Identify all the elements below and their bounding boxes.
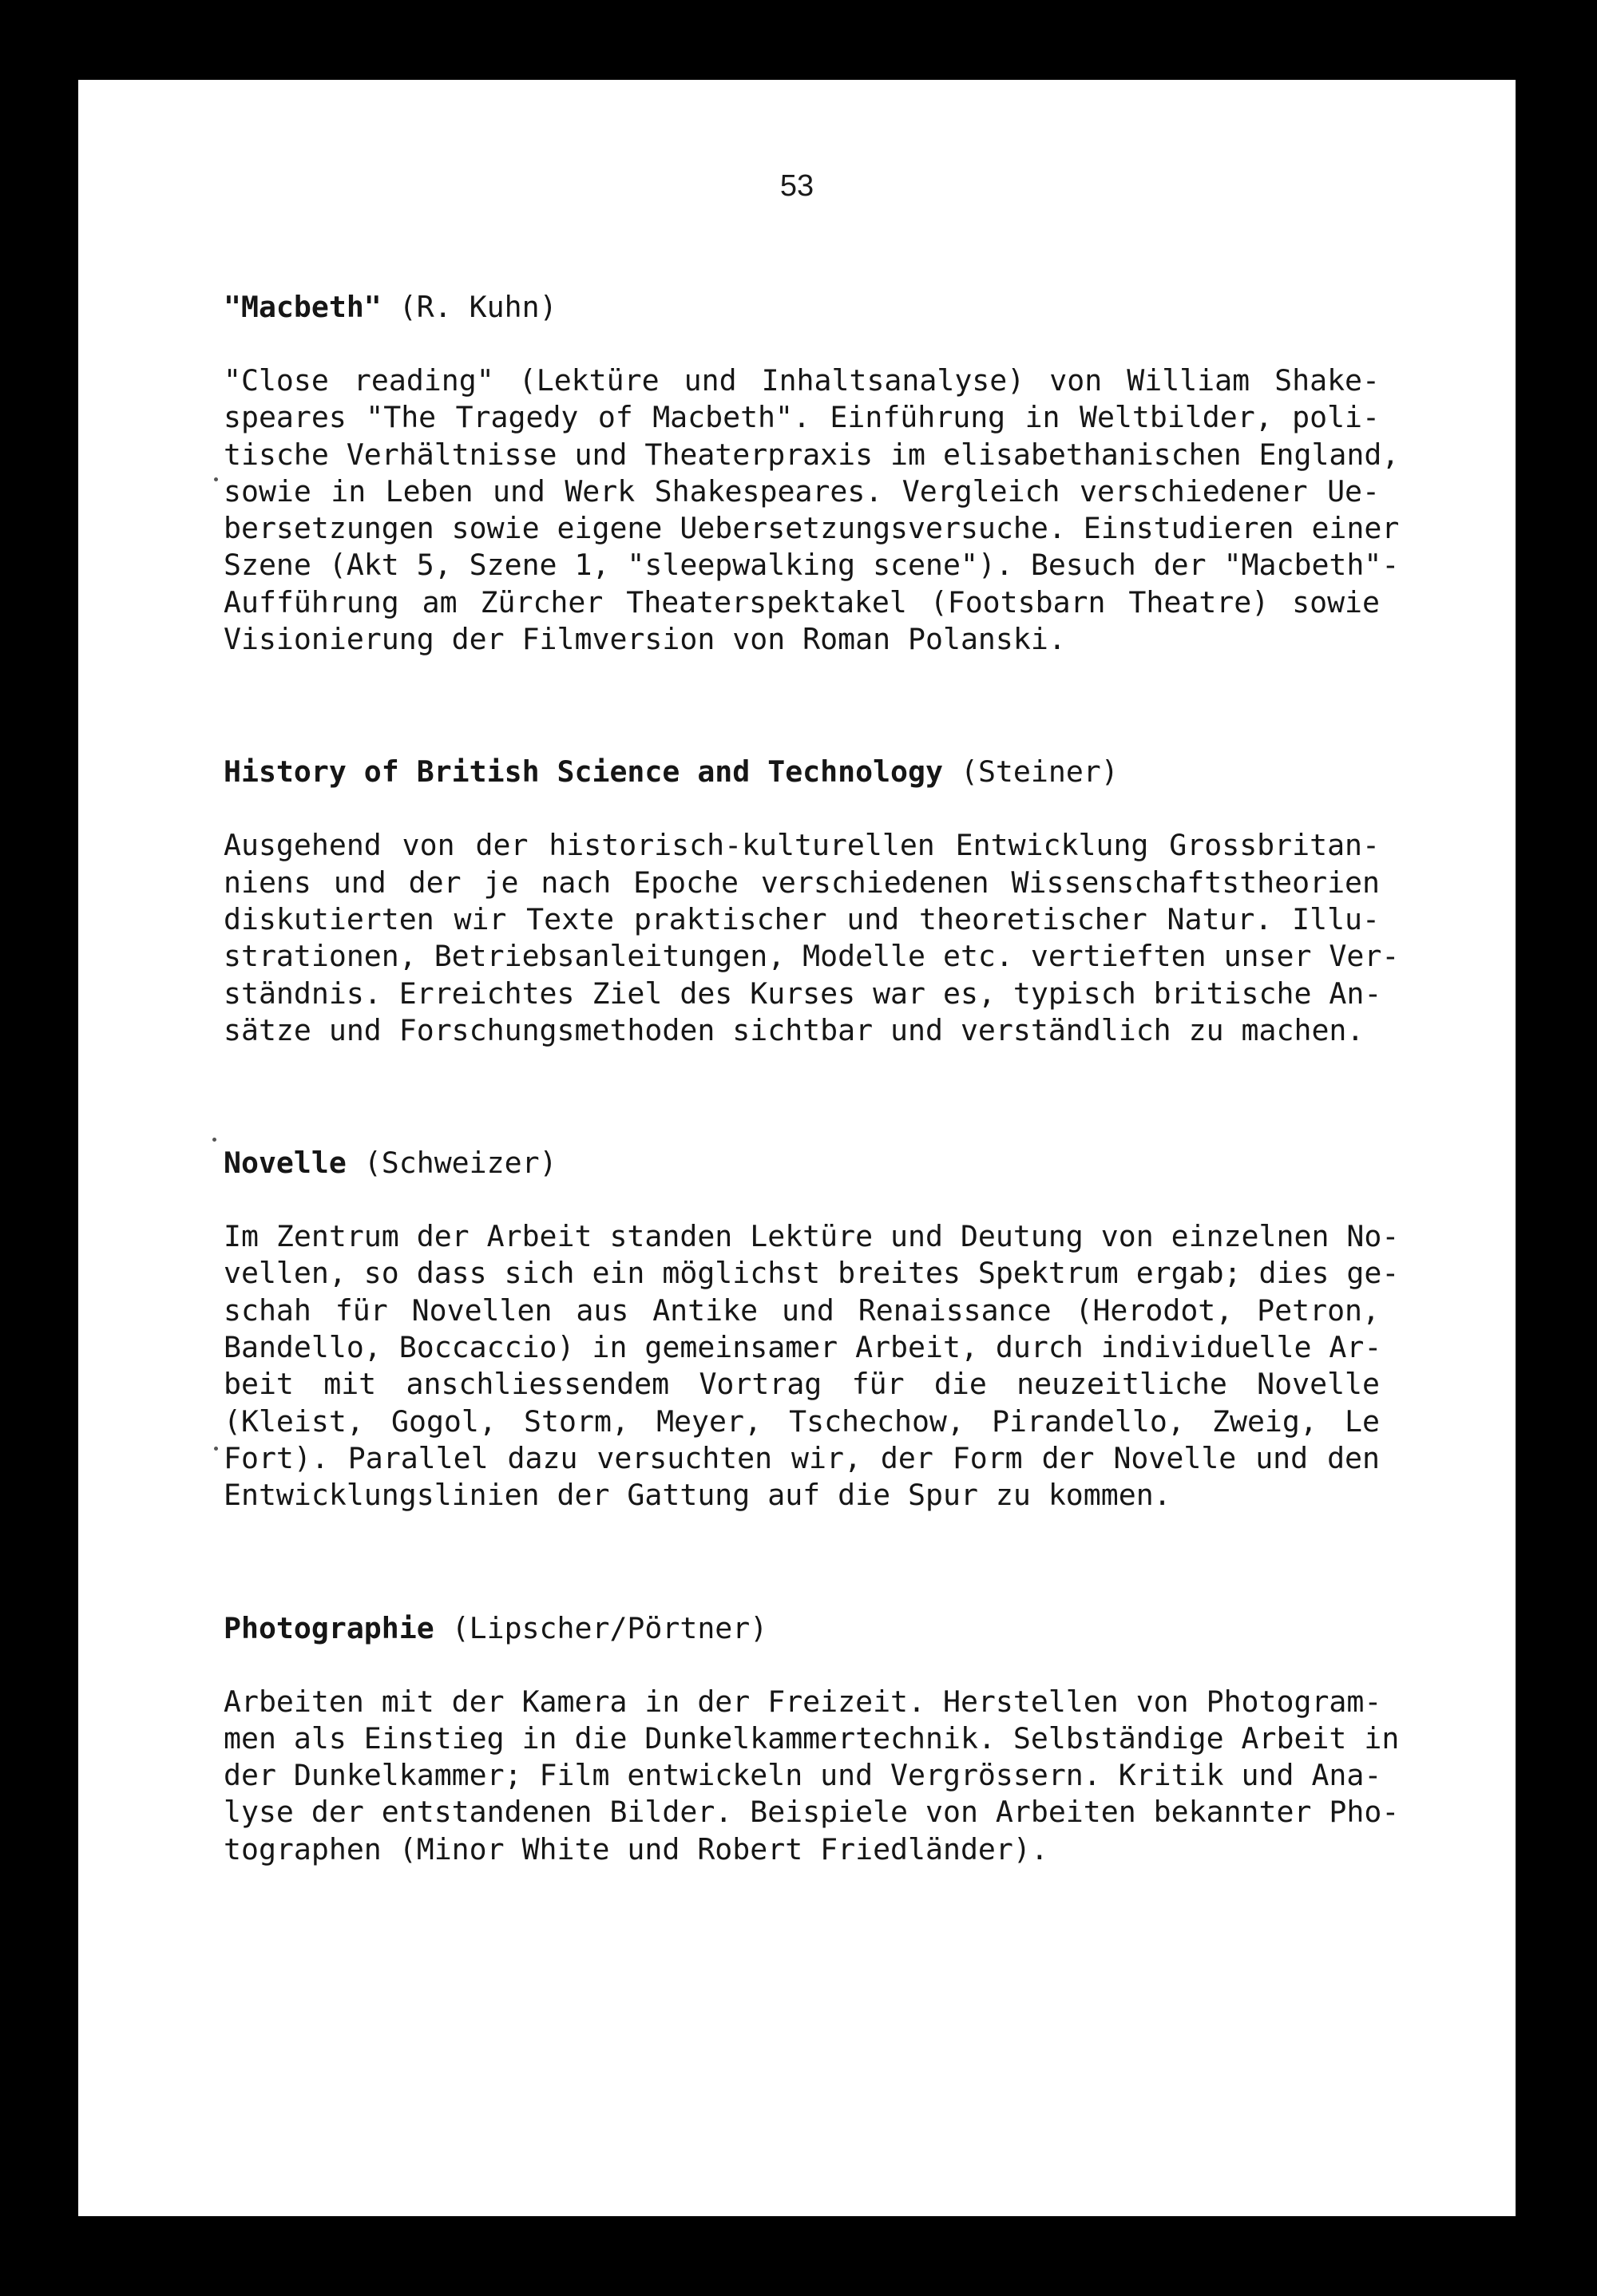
text-column	[224, 289, 1400, 1868]
text-line: tographen (Minor White und Robert Friedländer).	[224, 1831, 1048, 1866]
text-line: Fort). Parallel dazu versuchten wir, der Form der Novelle und den	[224, 1440, 1380, 1475]
section-body	[224, 827, 1400, 1049]
text-line: men als Einstieg in die Dunkelkammertechnik. Selbständige Arbeit in	[224, 1720, 1400, 1756]
section-body	[224, 1218, 1400, 1514]
section-heading	[224, 1610, 1380, 1647]
section-title: Novelle	[224, 1146, 347, 1181]
section-instructor: (Schweizer)	[363, 1146, 557, 1181]
text-line: ständnis. Erreichtes Ziel des Kurses war es, typisch britische An-	[224, 976, 1382, 1011]
section-title: History of British Science and Technology	[224, 754, 943, 790]
text-line: tische Verhältnisse und Theaterpraxis im elisabethanischen England,	[224, 437, 1400, 472]
text-line: strationen, Betriebsanleitungen, Modelle etc. vertieften unser Ver-	[224, 939, 1400, 974]
section-heading	[224, 754, 1380, 790]
text-line: bersetzungen sowie eigene Uebersetzungsversuche. Einstudieren einer	[224, 511, 1400, 546]
text-line: Visionierung der Filmversion von Roman Polanski.	[224, 622, 1066, 657]
section-body	[224, 1684, 1400, 1868]
scan-speck	[214, 1447, 218, 1451]
section-heading	[224, 1145, 1380, 1182]
text-line: beit mit anschliessendem Vortrag für die neuzeitliche Novelle	[224, 1367, 1380, 1402]
text-line: lyse der entstandenen Bilder. Beispiele von Arbeiten bekannter Pho-	[224, 1795, 1400, 1830]
section-body	[224, 362, 1400, 658]
scan-speck	[214, 477, 218, 481]
text-line: (Kleist, Gogol, Storm, Meyer, Tschechow, Pirandello, Zweig, Le	[224, 1403, 1380, 1439]
text-line: Entwicklungslinien der Gattung auf die Spur zu kommen.	[224, 1478, 1171, 1513]
page-number: 53	[779, 169, 814, 203]
section-novelle	[224, 1145, 1400, 1514]
text-line: sätze und Forschungsmethoden sichtbar und verständlich zu machen.	[224, 1012, 1365, 1047]
text-line: vellen, so dass sich ein möglichst breites Spektrum ergab; dies ge-	[224, 1256, 1400, 1291]
section-heading	[224, 289, 1380, 326]
scan-speck	[212, 1138, 216, 1142]
text-line: sowie in Leben und Werk Shakespeares. Vergleich verschiedener Ue-	[224, 473, 1380, 509]
text-line: "Close reading" (Lektüre und Inhaltsanalyse) von William Shake-	[224, 363, 1380, 398]
section-macbeth	[224, 289, 1400, 658]
text-line: Ausgehend von der historisch-kulturellen Entwicklung Grossbritan-	[224, 828, 1380, 863]
text-line: Szene (Akt 5, Szene 1, "sleepwalking scene"). Besuch der "Macbeth"-	[224, 548, 1400, 583]
text-line: Aufführung am Zürcher Theaterspektakel (Footsbarn Theatre) sowie	[224, 584, 1380, 620]
section-instructor: (Steiner)	[960, 754, 1119, 790]
text-line: Bandello, Boccaccio) in gemeinsamer Arbeit, durch individuelle Ar-	[224, 1330, 1382, 1365]
text-line: speares "The Tragedy of Macbeth". Einführung in Weltbilder, poli-	[224, 400, 1380, 435]
text-line: schah für Novellen aus Antike und Renaissance (Herodot, Petron,	[224, 1292, 1380, 1328]
section-history-of-british-science	[224, 754, 1400, 1049]
text-line: der Dunkelkammer; Film entwickeln und Vergrössern. Kritik und Ana-	[224, 1758, 1382, 1793]
section-instructor: (R. Kuhn)	[398, 290, 557, 324]
text-line: Im Zentrum der Arbeit standen Lektüre und Deutung von einzelnen No-	[224, 1219, 1400, 1254]
text-line: Arbeiten mit der Kamera in der Freizeit. Herstellen von Photogram-	[224, 1684, 1382, 1719]
section-title: Photographie	[224, 1610, 434, 1645]
document-page	[78, 80, 1516, 2216]
section-photographie	[224, 1610, 1400, 1868]
section-instructor: (Lipscher/Pörtner)	[451, 1610, 768, 1645]
text-line: niens und der je nach Epoche verschiedenen Wissenschaftstheorien	[224, 865, 1380, 900]
text-line: diskutierten wir Texte praktischer und theoretischer Natur. Illu-	[224, 901, 1380, 936]
section-title: "Macbeth"	[224, 290, 382, 324]
